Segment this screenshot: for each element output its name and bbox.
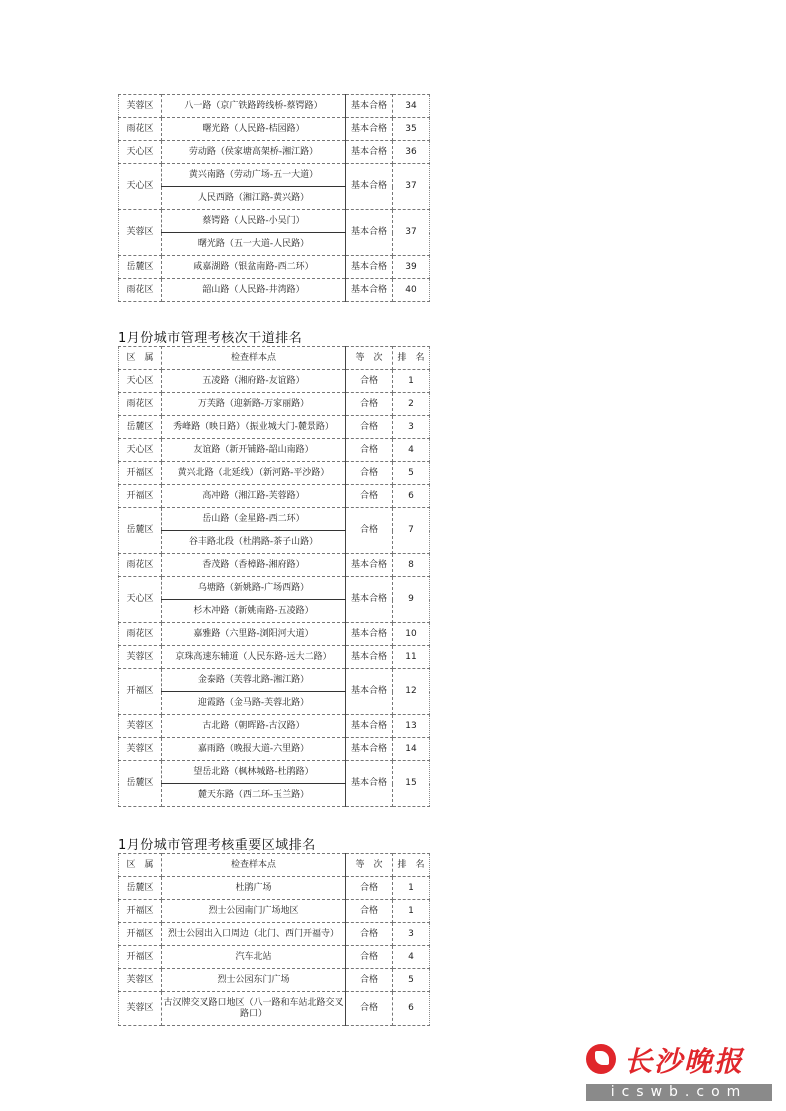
district-cell: 雨花区: [119, 279, 162, 302]
sample-point-cell: 汽车北站: [162, 946, 346, 969]
table-row: [119, 210, 430, 233]
district-cell: 天心区: [119, 577, 162, 623]
rank-cell: 4: [393, 439, 430, 462]
sample-point-cell: 人民西路（湘江路-黄兴路）: [162, 187, 346, 210]
grade-cell: 基本合格: [346, 669, 393, 715]
rank-cell: 10: [393, 623, 430, 646]
table-row: [119, 969, 430, 992]
sample-point-cell: 金泰路（芙蓉北路-湘江路）: [162, 669, 346, 692]
sample-point-cell: 万芙路（迎新路-万家丽路）: [162, 393, 346, 416]
sample-point-cell: 烈士公园出入口周边（北门、西门开福寺）: [162, 923, 346, 946]
district-cell: 岳麓区: [119, 256, 162, 279]
rank-cell: 6: [393, 485, 430, 508]
header-district: 区 属: [119, 347, 162, 370]
district-cell: 芙蓉区: [119, 646, 162, 669]
table-row: [119, 508, 430, 531]
sample-point-cell: 古北路（朝晖路-古汉路）: [162, 715, 346, 738]
grade-cell: 基本合格: [346, 210, 393, 256]
district-cell: 天心区: [119, 164, 162, 210]
ranking-table-secondary-roads: [118, 346, 430, 807]
sample-point-cell: 岳山路（金星路-西二环）: [162, 508, 346, 531]
district-cell: 开福区: [119, 923, 162, 946]
rank-cell: 1: [393, 370, 430, 393]
grade-cell: 基本合格: [346, 95, 393, 118]
rank-cell: 35: [393, 118, 430, 141]
district-cell: 芙蓉区: [119, 95, 162, 118]
header-grade: 等 次: [346, 854, 393, 877]
rank-cell: 12: [393, 669, 430, 715]
grade-cell: 合格: [346, 946, 393, 969]
rank-cell: 2: [393, 393, 430, 416]
grade-cell: 基本合格: [346, 623, 393, 646]
sample-point-cell: 京珠高速东辅道（人民东路-远大二路）: [162, 646, 346, 669]
district-cell: 开福区: [119, 900, 162, 923]
logo-mark-icon: [586, 1044, 616, 1074]
sample-point-cell: 黄兴北路（北延线）（新河路-平沙路）: [162, 462, 346, 485]
table-header-row: [119, 854, 430, 877]
table-header-row: [119, 347, 430, 370]
sample-point-cell: 劳动路（侯家塘高架桥-湘江路）: [162, 141, 346, 164]
sample-point-cell: 曙光路（人民路-桔园路）: [162, 118, 346, 141]
grade-cell: 基本合格: [346, 141, 393, 164]
sample-point-cell: 烈士公园东门广场: [162, 969, 346, 992]
grade-cell: 合格: [346, 416, 393, 439]
grade-cell: 基本合格: [346, 761, 393, 807]
table-row: [119, 118, 430, 141]
table-row: [119, 761, 430, 784]
ranking-table-key-areas: [118, 853, 430, 1026]
header-rank: 排 名: [393, 854, 430, 877]
table-row: [119, 462, 430, 485]
rank-cell: 3: [393, 923, 430, 946]
table-row: [119, 715, 430, 738]
district-cell: 开福区: [119, 462, 162, 485]
grade-cell: 合格: [346, 900, 393, 923]
rank-cell: 15: [393, 761, 430, 807]
grade-cell: 合格: [346, 439, 393, 462]
sample-point-cell: 杉木冲路（新姚南路-五凌路）: [162, 600, 346, 623]
district-cell: 芙蓉区: [119, 738, 162, 761]
rank-cell: 6: [393, 992, 430, 1026]
table-row: [119, 141, 430, 164]
table-row: [119, 577, 430, 600]
sample-point-cell: 古汉牌交叉路口地区（八一路和车站北路交叉路口）: [162, 992, 346, 1026]
key-areas-title: 1月份城市管理考核重要区域排名: [118, 838, 316, 853]
district-cell: 岳麓区: [119, 877, 162, 900]
table-row: [119, 923, 430, 946]
table-row: [119, 279, 430, 302]
header-sample-point: 检查样本点: [162, 347, 346, 370]
rank-cell: 4: [393, 946, 430, 969]
sample-point-cell: 烈士公园南门广场地区: [162, 900, 346, 923]
district-cell: 芙蓉区: [119, 210, 162, 256]
sample-point-cell: 曙光路（五一大道-人民路）: [162, 233, 346, 256]
sample-point-cell: 八一路（京广铁路跨线桥-蔡锷路）: [162, 95, 346, 118]
rank-cell: 34: [393, 95, 430, 118]
district-cell: 岳麓区: [119, 761, 162, 807]
grade-cell: 基本合格: [346, 738, 393, 761]
rank-cell: 39: [393, 256, 430, 279]
sample-point-cell: 迎霞路（金马路-芙蓉北路）: [162, 692, 346, 715]
rank-cell: 36: [393, 141, 430, 164]
grade-cell: 合格: [346, 969, 393, 992]
sample-point-cell: 友谊路（新开铺路-韶山南路）: [162, 439, 346, 462]
header-grade: 等 次: [346, 347, 393, 370]
sample-point-cell: 黄兴南路（劳动广场-五一大道）: [162, 164, 346, 187]
table-row: [119, 738, 430, 761]
district-cell: 岳麓区: [119, 508, 162, 554]
table-row: [119, 439, 430, 462]
grade-cell: 合格: [346, 485, 393, 508]
sample-point-cell: 韶山路（人民路-井湾路）: [162, 279, 346, 302]
district-cell: 芙蓉区: [119, 969, 162, 992]
table-row: [119, 946, 430, 969]
sample-point-cell: 五凌路（湘府路-友谊路）: [162, 370, 346, 393]
rank-cell: 5: [393, 462, 430, 485]
district-cell: 雨花区: [119, 393, 162, 416]
district-cell: 芙蓉区: [119, 715, 162, 738]
ranking-table-main-roads-continued: [118, 94, 430, 302]
grade-cell: 合格: [346, 877, 393, 900]
sample-point-cell: 嘉雅路（六里路-浏阳河大道）: [162, 623, 346, 646]
grade-cell: 基本合格: [346, 256, 393, 279]
district-cell: 岳麓区: [119, 416, 162, 439]
rank-cell: 1: [393, 877, 430, 900]
grade-cell: 合格: [346, 462, 393, 485]
district-cell: 雨花区: [119, 554, 162, 577]
sample-point-cell: 高冲路（湘江路-芙蓉路）: [162, 485, 346, 508]
grade-cell: 基本合格: [346, 577, 393, 623]
table-row: [119, 554, 430, 577]
grade-cell: 合格: [346, 508, 393, 554]
district-cell: 天心区: [119, 370, 162, 393]
table-row: [119, 416, 430, 439]
rank-cell: 5: [393, 969, 430, 992]
grade-cell: 基本合格: [346, 715, 393, 738]
sample-point-cell: 谷丰路北段（杜鹃路-茶子山路）: [162, 531, 346, 554]
sample-point-cell: 蔡锷路（人民路-小吴门）: [162, 210, 346, 233]
table-row: [119, 95, 430, 118]
table-row: [119, 669, 430, 692]
rank-cell: 14: [393, 738, 430, 761]
district-cell: 天心区: [119, 141, 162, 164]
logo-url: icswb.com: [586, 1084, 772, 1101]
district-cell: 芙蓉区: [119, 992, 162, 1026]
table-row: [119, 992, 430, 1026]
grade-cell: 基本合格: [346, 279, 393, 302]
header-district: 区 属: [119, 854, 162, 877]
grade-cell: 合格: [346, 992, 393, 1026]
rank-cell: 1: [393, 900, 430, 923]
table-row: [119, 164, 430, 187]
grade-cell: 合格: [346, 923, 393, 946]
changsha-evening-news-logo: [578, 1040, 778, 1102]
grade-cell: 基本合格: [346, 118, 393, 141]
rank-cell: 11: [393, 646, 430, 669]
sample-point-cell: 秀峰路（映日路）（振业城大门-麓景路）: [162, 416, 346, 439]
grade-cell: 基本合格: [346, 646, 393, 669]
sample-point-cell: 杜鹃广场: [162, 877, 346, 900]
grade-cell: 基本合格: [346, 554, 393, 577]
table-row: [119, 485, 430, 508]
district-cell: 天心区: [119, 439, 162, 462]
secondary-roads-title: 1月份城市管理考核次干道排名: [118, 331, 303, 346]
district-cell: 开福区: [119, 485, 162, 508]
district-cell: 开福区: [119, 669, 162, 715]
sample-point-cell: 望岳北路（枫林城路-杜鹃路）: [162, 761, 346, 784]
grade-cell: 合格: [346, 370, 393, 393]
rank-cell: 9: [393, 577, 430, 623]
table-row: [119, 877, 430, 900]
sample-point-cell: 香茂路（香樟路-湘府路）: [162, 554, 346, 577]
table-row: [119, 646, 430, 669]
table-row: [119, 623, 430, 646]
district-cell: 雨花区: [119, 118, 162, 141]
grade-cell: 合格: [346, 393, 393, 416]
header-rank: 排 名: [393, 347, 430, 370]
rank-cell: 37: [393, 210, 430, 256]
rank-cell: 37: [393, 164, 430, 210]
sample-point-cell: 麓天东路（西二环-玉兰路）: [162, 784, 346, 807]
table-row: [119, 256, 430, 279]
table-row: [119, 370, 430, 393]
rank-cell: 13: [393, 715, 430, 738]
table-row: [119, 900, 430, 923]
grade-cell: 基本合格: [346, 164, 393, 210]
sample-point-cell: 咸嘉湖路（银盆南路-西二环）: [162, 256, 346, 279]
district-cell: 开福区: [119, 946, 162, 969]
rank-cell: 40: [393, 279, 430, 302]
sample-point-cell: 嘉雨路（晚报大道-六里路）: [162, 738, 346, 761]
header-sample-point: 检查样本点: [162, 854, 346, 877]
sample-point-cell: 乌塘路（新姚路-广场西路）: [162, 577, 346, 600]
table-row: [119, 393, 430, 416]
district-cell: 雨花区: [119, 623, 162, 646]
logo-name: 长沙晚报: [624, 1045, 745, 1078]
rank-cell: 7: [393, 508, 430, 554]
rank-cell: 3: [393, 416, 430, 439]
rank-cell: 8: [393, 554, 430, 577]
